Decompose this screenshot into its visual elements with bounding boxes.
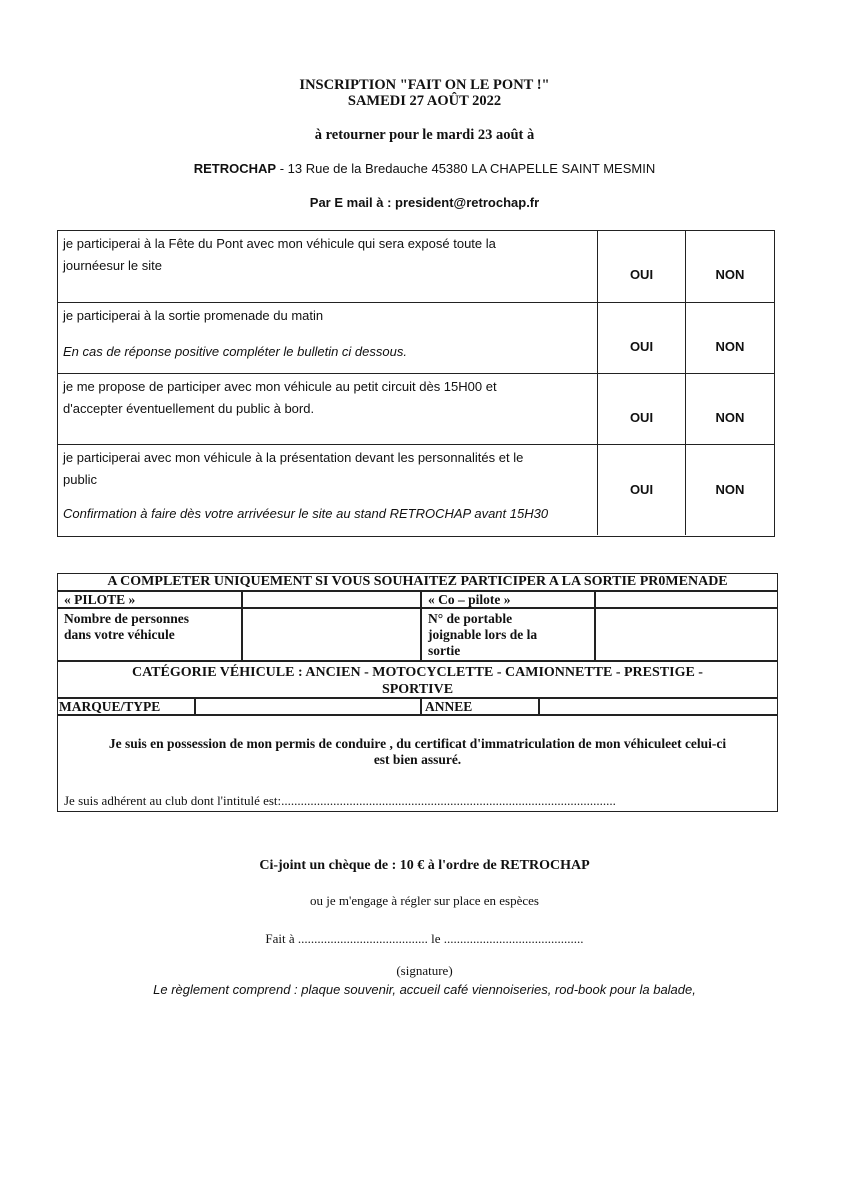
no-label: NON xyxy=(715,410,745,425)
declaration-text: est bien assuré. xyxy=(373,752,462,767)
no-option[interactable] xyxy=(685,374,774,444)
make-field[interactable] xyxy=(195,698,421,715)
declaration-text: Je suis en possession de mon permis de conduire , du certificat d'immatriculation de mon véhiculeet celui-ci xyxy=(108,736,727,751)
row-text xyxy=(63,447,593,525)
row-note: Confirmation à faire dès votre arrivéesur le site au stand RETROCHAP avant 15H30 xyxy=(63,506,549,521)
return-address xyxy=(0,161,849,176)
row-line: je participerai à la Fête du Pont avec mon véhicule qui sera exposé toute la xyxy=(63,236,496,251)
persons-label-line: Nombre de personnes xyxy=(64,611,190,626)
row-line: public xyxy=(63,471,97,487)
phone-label-line: joignable lors de la xyxy=(428,627,538,642)
row-line: d'accepter éventuellement du public à bord. xyxy=(63,400,315,416)
phone-label-line: sortie xyxy=(428,643,461,658)
email-contact: Par E mail à : president@retrochap.fr xyxy=(309,195,540,210)
participation-row xyxy=(58,374,774,445)
no-label: NON xyxy=(715,267,745,282)
participation-row xyxy=(58,231,774,303)
participation-row xyxy=(58,303,774,374)
row-line: je participerai avec mon véhicule à la présentation devant les personnalités et le xyxy=(63,450,524,465)
yes-label: OUI xyxy=(629,410,654,425)
no-label: NON xyxy=(715,482,745,497)
row-text xyxy=(63,305,593,362)
persons-label xyxy=(57,608,242,661)
address-text: - 13 Rue de la Bredauche 45380 LA CHAPELLE SAINT MESMIN xyxy=(276,161,656,176)
signature-label: (signature) xyxy=(396,963,453,978)
copilote-label: « Co – pilote » xyxy=(421,591,595,608)
participation-row xyxy=(58,445,774,535)
pilote-field[interactable] xyxy=(242,591,421,608)
phone-label xyxy=(421,608,595,661)
yes-option[interactable] xyxy=(597,303,685,373)
year-label: ANNEE xyxy=(421,698,539,715)
yes-option[interactable] xyxy=(597,445,685,535)
row-line: je me propose de participer avec mon véhicule au petit circuit dès 15H00 et xyxy=(63,379,497,394)
event-date: SAMEDI 27 AOÛT 2022 xyxy=(347,93,502,109)
category-line: SPORTIVE xyxy=(381,682,454,697)
cheque-info: Ci-joint un chèque de : 10 € à l'ordre de RETROCHAP xyxy=(259,858,590,873)
yes-label: OUI xyxy=(629,339,654,354)
year-field[interactable] xyxy=(539,698,778,715)
form-title: INSCRIPTION "FAIT ON LE PONT !" xyxy=(299,77,550,93)
fee-includes: Le règlement comprend : plaque souvenir, accueil café viennoiseries, rod-book pour la balade, xyxy=(153,982,696,997)
no-option[interactable] xyxy=(685,445,774,535)
promenade-heading: A COMPLETER UNIQUEMENT SI VOUS SOUHAITEZ PARTICIPER A LA SORTIE PR0MENADE xyxy=(57,573,778,591)
phone-field[interactable] xyxy=(595,608,778,661)
make-label: MARQUE/TYPE xyxy=(57,698,195,715)
return-deadline: à retourner pour le mardi 23 août à xyxy=(314,127,535,143)
yes-label: OUI xyxy=(629,482,654,497)
row-text xyxy=(63,376,593,419)
category-line: CATÉGORIE VÉHICULE : ANCIEN - MOTOCYCLETTE - CAMIONNETTE - PRESTIGE - xyxy=(132,665,703,680)
persons-field[interactable] xyxy=(242,608,421,661)
row-note: En cas de réponse positive compléter le bulletin ci dessous. xyxy=(63,343,407,359)
persons-label-line: dans votre véhicule xyxy=(64,627,175,642)
copilote-field[interactable] xyxy=(595,591,778,608)
cash-option: ou je m'engage à régler sur place en espèces xyxy=(309,893,539,908)
vehicle-category[interactable] xyxy=(57,661,778,698)
row-line: journéesur le site xyxy=(63,257,162,273)
phone-label-line: N° de portable xyxy=(428,611,513,626)
row-line: je participerai à la sortie promenade du matin xyxy=(63,308,324,323)
row-text xyxy=(63,233,593,276)
no-option[interactable] xyxy=(685,231,774,302)
no-option[interactable] xyxy=(685,303,774,373)
yes-option[interactable] xyxy=(597,231,685,302)
place-date-field[interactable]: Fait à ........................................ le ........................................... xyxy=(265,931,584,946)
no-label: NON xyxy=(715,339,745,354)
yes-option[interactable] xyxy=(597,374,685,444)
yes-label: OUI xyxy=(629,267,654,282)
participation-table xyxy=(57,230,775,537)
pilote-label: « PILOTE » xyxy=(57,591,242,608)
organizer-name: RETROCHAP xyxy=(193,161,277,176)
club-field[interactable]: Je suis adhérent au club dont l'intitulé est:....................................................................................................... xyxy=(64,793,616,808)
declaration-box xyxy=(57,715,778,812)
